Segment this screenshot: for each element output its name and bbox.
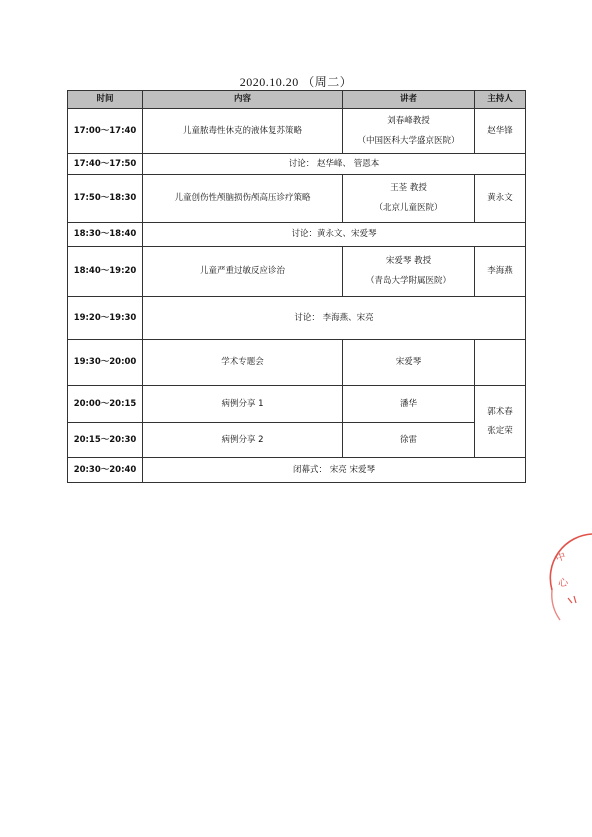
speaker-cell: 潘华: [343, 386, 475, 423]
time-cell: 20:15～20:30: [68, 423, 143, 458]
content-cell: 学术专题会: [143, 340, 343, 386]
time-cell: 17:50～18:30: [68, 175, 143, 223]
schedule-table: [67, 90, 526, 483]
time-cell: 20:30～20:40: [68, 458, 143, 483]
seal-mark: [568, 596, 576, 603]
time-cell: 19:20～19:30: [68, 297, 143, 340]
speaker-name: 王荃 教授: [390, 183, 427, 194]
column-header-host: 主持人: [475, 91, 526, 109]
host-cell-merged: [475, 386, 526, 458]
speaker-affiliation: （中国医科大学盛京医院）: [357, 135, 460, 146]
table-row: [68, 340, 526, 386]
speaker-affiliation: （青岛大学附属医院）: [365, 276, 451, 286]
official-seal-stamp: [548, 528, 592, 628]
host-cell-empty: [475, 340, 526, 386]
content-cell: 病例分享 2: [143, 423, 343, 458]
table-row: [68, 154, 526, 175]
time-cell: 18:40～19:20: [68, 247, 143, 297]
host-cell: 赵华锋: [475, 109, 526, 154]
table-header-row: [68, 91, 526, 109]
content-cell: 病例分享 1: [143, 386, 343, 423]
host-cell: 李海燕: [475, 247, 526, 297]
host-cell: 黄永文: [475, 175, 526, 223]
table-row: [68, 423, 526, 458]
seal-character: 中: [554, 550, 568, 565]
discussion-cell: 讨论： 赵华峰、 管恩本: [143, 154, 526, 175]
discussion-cell: 讨论：黄永文、宋爱琴: [143, 223, 526, 247]
speaker-name: 宋爱琴 教授: [385, 256, 432, 267]
content-cell: 儿童创伤性颅脑损伤颅高压诊疗策略: [143, 175, 343, 223]
time-cell: 18:30～18:40: [68, 223, 143, 247]
discussion-cell: 讨论： 李海燕、宋亮: [143, 297, 526, 340]
time-cell: 17:40～17:50: [68, 154, 143, 175]
table-row: [68, 175, 526, 223]
speaker-cell: [343, 109, 475, 154]
table-row: [68, 297, 526, 340]
host-name: 郭术春: [487, 406, 513, 417]
time-cell: 17:00～17:40: [68, 109, 143, 154]
table-row: [68, 109, 526, 154]
speaker-cell: [343, 175, 475, 223]
host-name: 张定荣: [487, 425, 513, 436]
page-title: 2020.10.20 （周二）: [239, 75, 353, 89]
speaker-affiliation: （北京儿童医院）: [374, 203, 443, 213]
time-cell: 20:00～20:15: [68, 386, 143, 423]
speaker-name: 刘春峰教授: [387, 115, 430, 126]
time-cell: 19:30～20:00: [68, 340, 143, 386]
content-cell: 儿童严重过敏反应诊治: [143, 247, 343, 297]
table-row: [68, 458, 526, 483]
seal-arc-lower: [552, 590, 560, 620]
speaker-cell: 宋爱琴: [343, 340, 475, 386]
column-header-content: 内容: [143, 91, 343, 109]
closing-cell: 闭幕式： 宋亮 宋爱琴: [143, 458, 526, 483]
table-row: [68, 247, 526, 297]
table-row: [68, 386, 526, 423]
seal-character: 心: [557, 577, 569, 590]
column-header-time: 时间: [68, 91, 143, 109]
table-row: [68, 223, 526, 247]
content-cell: 儿童脓毒性休克的液体复苏策略: [143, 109, 343, 154]
speaker-cell: 徐雷: [343, 423, 475, 458]
speaker-cell: [343, 247, 475, 297]
column-header-speaker: 讲者: [343, 91, 475, 109]
